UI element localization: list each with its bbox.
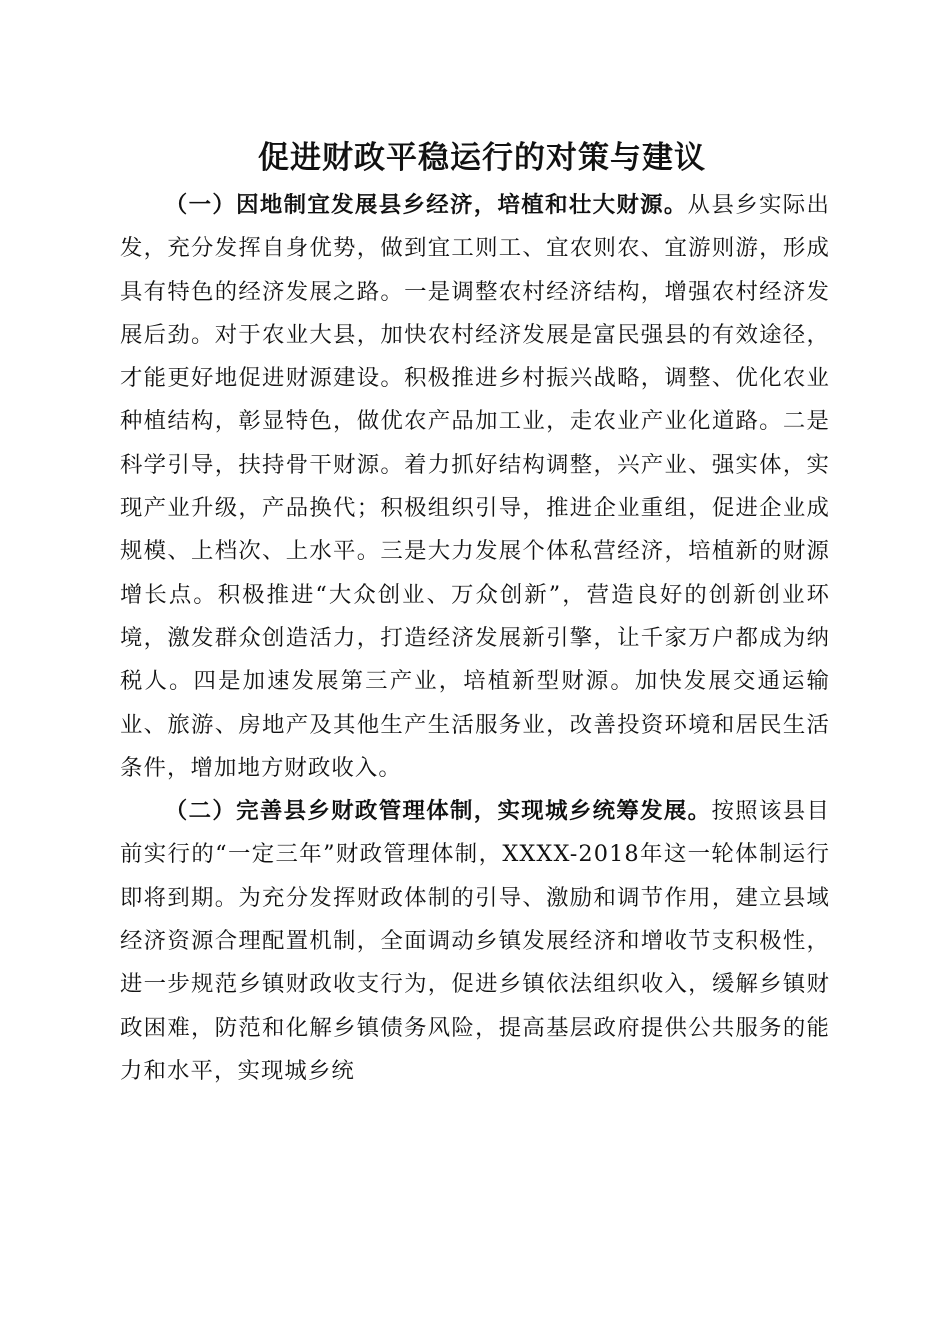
section-paragraph-2: [120, 790, 830, 1093]
section-1-heading: （一）因地制宜发展县乡经济，培植和壮大财源。: [164, 192, 688, 218]
document-page: [120, 132, 830, 1093]
section-paragraph-1: [120, 184, 830, 790]
section-1-body: 从县乡实际出发，充分发挥自身优势，做到宜工则工、宜农则农、宜游则游，形成具有特色的经济发展之路。一是调整农村经济结构，增强农村经济发展后劲。对于农业大县，加快农村经济发展是富民强县的有效途径，才能更好地促进财源建设。积极推进乡村振兴战略，调整、优化农业种植结构，彰显特色，做优农产品加工业，走农业产业化道路。二是科学引导，扶持骨干财源。着力抓好结构调整，兴产业、强实体，实现产业升级，产品换代；积极组织引导，推进企业重组，促进企业成规模、上档次、上水平。三是大力发展个体私营经济，培植新的财源增长点。积极推进“大众创业、万众创新”，营造良好的创新创业环境，激发群众创造活力，打造经济发展新引擎，让千家万户都成为纳税人。四是加速发展第三产业，培植新型财源。加快发展交通运输业、旅游、房地产及其他生产生活服务业，改善投资环境和居民生活条件，增加地方财政收入。: [120, 192, 830, 781]
document-title: 促进财政平稳运行的对策与建议: [258, 140, 706, 176]
section-2-body: 按照该县目前实行的“一定三年”财政管理体制，XXXX-2018年这一轮体制运行即将到期。为充分发挥财政体制的引导、激励和调节作用，建立县域经济资源合理配置机制，全面调动乡镇发展经济和增收节支积极性，进一步规范乡镇财政收支行为，促进乡镇依法组织收入，缓解乡镇财政困难，防范和化解乡镇债务风险，提高基层政府提供公共服务的能力和水平，实现城乡统: [120, 798, 830, 1084]
section-2-heading: （二）完善县乡财政管理体制，实现城乡统筹发展。: [164, 798, 712, 825]
